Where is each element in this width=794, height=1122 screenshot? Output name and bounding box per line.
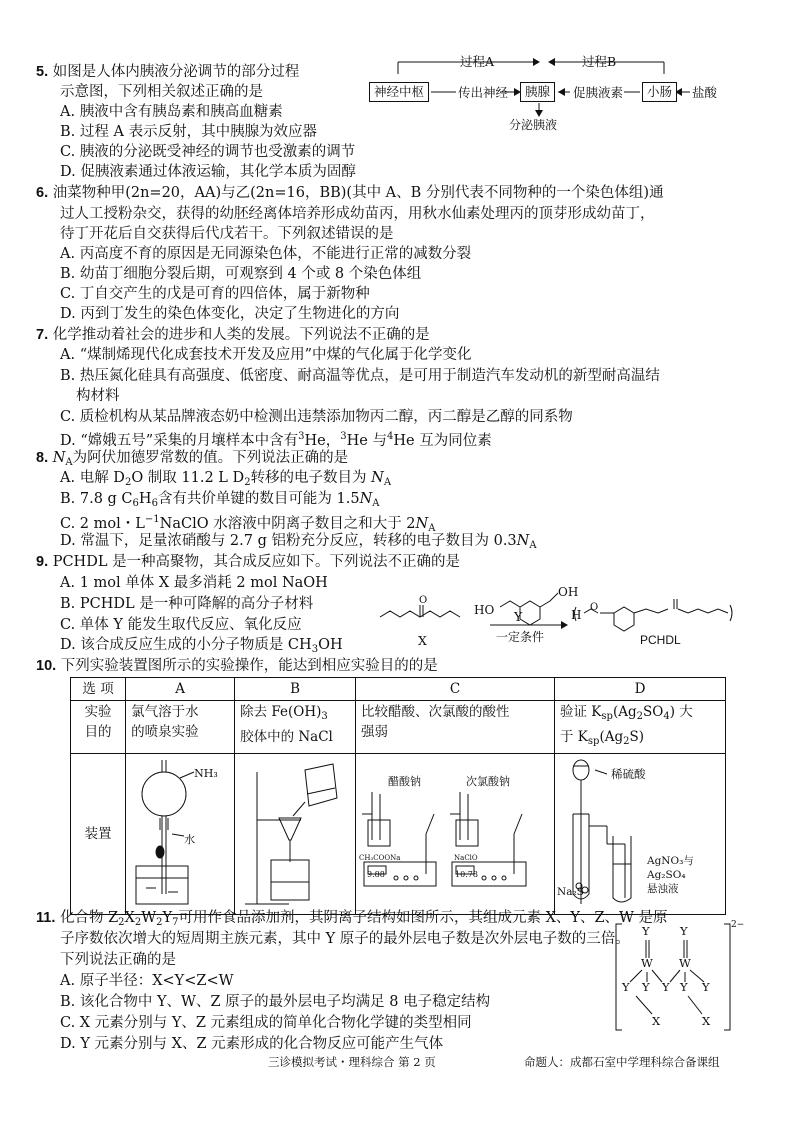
q11-stem-line3: 下列说法正确的是: [60, 952, 176, 968]
efferent-nerve-label: 传出神经: [458, 85, 509, 100]
q11-option-c: C. X 元素分别与 Y、Z 元素组成的简单化合物化学键的类型相同: [60, 1015, 472, 1031]
col-header-c: C: [356, 678, 555, 701]
q7-option-b-cont: 构材料: [76, 388, 120, 404]
atom-y-2: Y: [680, 924, 688, 938]
sodium-acetate-label: 醋酸钠: [388, 775, 422, 788]
q11-stem: 11. 化合物 $Z_2X_2W_2Y_7$可用作食品添加剂，其阴离子结构如图所示，其组成元素 X、Y、Z、W 是原: [36, 910, 668, 928]
q11-stem-line2: 子序数依次增大的短周期主族元素，其中 Y 原子的最外层电子数是次外层电子数的三倍。: [60, 931, 630, 947]
q5-stem-cont: 示意图，下列相关叙述正确的是: [60, 84, 263, 100]
atom-y-5: Y: [662, 980, 670, 994]
col-header-a: A: [126, 678, 235, 701]
q7-option-c: C. 质检机构从某品牌液态奶中检测出违禁添加物丙二醇，丙二醇是乙醇的同系物: [60, 409, 573, 425]
atom-w-2: W: [679, 956, 691, 970]
dilute-sulfuric-acid-label: 稀硫酸: [611, 767, 646, 781]
row-label-purpose: 实验 目的: [71, 701, 126, 754]
water-label: 水: [184, 833, 196, 846]
row-label-device: 装置: [71, 754, 126, 915]
nh3-label: NH₃: [194, 767, 218, 780]
col-header-d: D: [555, 678, 726, 701]
purpose-c: 比较醋酸、次氯酸的酸性 强弱: [356, 701, 555, 754]
q8-option-b: B. 7.8 g $C_6H_6$含有共价单键的数目可能为 $1.5N_A$: [60, 491, 380, 509]
col-header-item: 选 项: [71, 678, 126, 701]
q7-option-b: B. 热压氮化硅具有高强度、低密度、耐高温等优点，是可用于制造汽车发动机的新型耐高温结: [60, 368, 660, 384]
pchdl-h: H: [571, 608, 582, 622]
sodium-hypochlorite-label: 次氯酸钠: [466, 775, 511, 788]
process-b-label: 过程B: [582, 54, 617, 69]
q6-stem-line3: 待丁开花后自交获得后代戊若干。下列叙述错误的是: [60, 226, 394, 242]
pancreas-box: 胰腺: [520, 82, 555, 102]
pchdl-o: O: [590, 602, 599, 613]
atom-w-1: W: [641, 956, 653, 970]
ch3coona-label: CH₃COONa: [359, 854, 401, 862]
q8-option-c: C. 2 mol・$L^{-1}NaClO$ 水溶液中阴离子数目之和大于 $2N_A$: [60, 514, 436, 534]
process-a-label: 过程A: [460, 54, 495, 69]
atom-y-4: Y: [642, 980, 650, 994]
apparatus-b: [235, 754, 356, 915]
na2s-label: Na₂S: [557, 886, 584, 898]
atom-x-2: X: [702, 1014, 711, 1028]
page-footer-center: 三诊模拟考试・理科综合 第 2 页: [268, 1055, 436, 1069]
y-ho-label: HO: [474, 603, 495, 617]
monomer-y-label: Y: [514, 609, 523, 624]
x-carbonyl-o: O: [419, 595, 428, 606]
q9-option-b: B. PCHDL 是一种可降解的高分子材料: [60, 596, 314, 612]
agno3-ag2so4-label: AgNO₃与 Ag₂SO₄ 悬浊液: [647, 855, 694, 895]
apparatus-d: [555, 754, 726, 915]
anion-charge: 2−: [731, 920, 745, 930]
q8-stem: 8. $N_A$为阿伏加德罗常数的值。下列说法正确的是: [36, 450, 349, 468]
apparatus-c: [356, 754, 555, 915]
y-oh-label: OH: [558, 585, 579, 599]
naclo-label: NaClO: [454, 854, 478, 862]
q5-option-d: D. 促胰液素通过体液运输，其化学本质为固醇: [60, 164, 356, 180]
hydrochloric-acid-label: 盐酸: [692, 85, 718, 100]
secrete-pancreatic-juice-label: 分泌胰液: [509, 118, 558, 132]
q9-option-d: D. 该合成反应生成的小分子物质是 $CH_3OH$: [60, 637, 343, 655]
q7-option-a: A. “煤制烯现代化成套技术开发及应用”中煤的气化属于化学变化: [60, 347, 472, 363]
q6-option-b: B. 幼苗丁细胞分裂后期，可观察到 4 个或 8 个染色体组: [60, 266, 422, 282]
q5-option-b: B. 过程 A 表示反射，其中胰腺为效应器: [60, 124, 318, 140]
q5-option-a: A. 胰液中含有胰岛素和胰高血糖素: [60, 104, 283, 120]
purpose-b: 除去 $Fe(OH)_3$ 胶体中的 NaCl: [235, 701, 356, 754]
q10-stem: 10. 下列实验装置图所示的实验操作，能达到相应实验目的的是: [36, 658, 438, 674]
q9-option-a: A. 1 mol 单体 X 最多消耗 2 mol NaOH: [60, 575, 328, 591]
q5-diagram: [368, 52, 768, 132]
atom-y-1: Y: [642, 924, 650, 938]
col-header-b: B: [235, 678, 356, 701]
reaction-condition: 一定条件: [496, 630, 545, 644]
q5-option-c: C. 胰液的分泌既受神经的调节也受激素的调节: [60, 144, 356, 160]
q8-option-d: D. 常温下，足量浓硝酸与 2.7 g 铝粉充分反应，转移的电子数目为 $0.3N_A$: [60, 533, 537, 551]
q11-option-a: A. 原子半径：X<Y<Z<W: [60, 973, 234, 989]
q10-table: [70, 677, 726, 915]
q6-option-a: A. 丙高度不育的原因是无同源染色体，不能进行正常的减数分裂: [60, 246, 472, 262]
ph-reading-2: 10.78: [455, 870, 478, 879]
atom-y-7: Y: [702, 980, 710, 994]
q8-option-a: A. 电解 $D_2O$ 制取 11.2 L $D_2$转移的电子数目为 $N_A$: [60, 470, 392, 488]
atom-y-6: Y: [680, 980, 688, 994]
secretin-label: 促胰液素: [573, 85, 624, 100]
q6-stem: 6. 油菜物种甲(2n=20，AA)与乙(2n=16，BB)(其中 A、B 分别代表不同物种的一个染色体组)通: [36, 185, 664, 201]
pchdl-label: PCHDL: [640, 633, 681, 647]
purpose-a: 氯气溶于水 的喷泉实验: [126, 701, 235, 754]
q11-anion-structure: [612, 920, 745, 1040]
nerve-center-box: 神经中枢: [369, 82, 429, 102]
monomer-x-label: X: [418, 633, 427, 648]
q11-option-d: D. Y 元素分别与 X、Z 元素形成的化合物反应可能产生气体: [60, 1036, 444, 1052]
q6-option-c: C. 丁自交产生的戊是可育的四倍体，属于新物种: [60, 286, 370, 302]
atom-x-1: X: [652, 1014, 661, 1028]
ph-reading-1: 9.88: [367, 870, 385, 879]
q6-stem-line2: 过人工授粉杂交，获得的幼胚经离体培养形成幼苗丙，用秋水仙素处理丙的顶芽形成幼苗丁，: [60, 206, 655, 222]
small-intestine-box: 小肠: [642, 82, 677, 102]
q7-option-d: D. “嫦娥五号”采集的月壤样本中含有$^3$He，$^3$He 与$^4$He 互为同位素: [60, 431, 492, 449]
page-footer-author: 命题人：成都石室中学理科综合备课组: [524, 1055, 720, 1069]
q9-reaction-diagram: [378, 565, 738, 665]
q11-option-b: B. 该化合物中 Y、W、Z 原子的最外层电子均满足 8 电子稳定结构: [60, 994, 491, 1010]
q7-stem: 7. 化学推动着社会的进步和人类的发展。下列说法不正确的是: [36, 327, 430, 343]
atom-y-3: Y: [622, 980, 630, 994]
q9-option-c: C. 单体 Y 能发生取代反应、氧化反应: [60, 617, 302, 633]
q9-stem: 9. PCHDL 是一种高聚物，其合成反应如下。下列说法不正确的是: [36, 554, 461, 570]
purpose-d: 验证 $K_{sp}(Ag_2SO_4)$ 大 于 $K_{sp}(Ag_2S)$: [555, 701, 726, 754]
q5-stem: 5. 如图是人体内胰液分泌调节的部分过程: [36, 64, 300, 80]
q6-option-d: D. 丙到丁发生的染色体变化，决定了生物进化的方向: [60, 306, 400, 322]
apparatus-a: [126, 754, 235, 915]
